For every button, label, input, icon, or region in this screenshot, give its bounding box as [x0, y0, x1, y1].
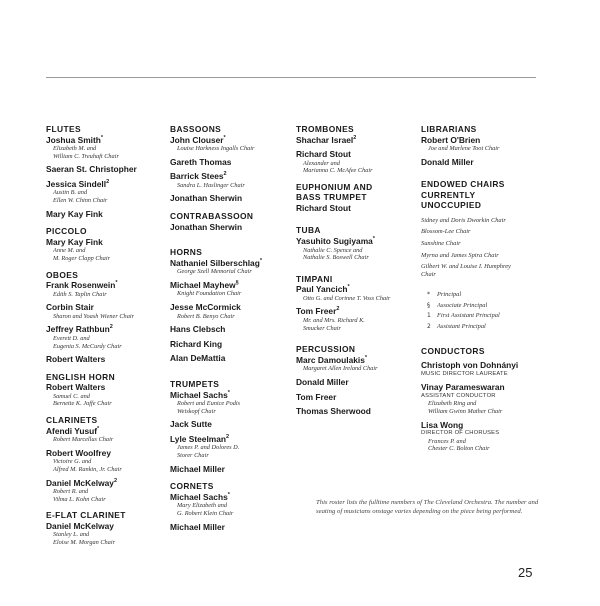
musician-name: Yasuhito Sugiyama*	[296, 235, 375, 246]
two-symbol: 2	[427, 322, 431, 330]
chair-dedication: Robert B. Benyo Chair	[177, 312, 235, 320]
section-heading-unoccupied: UNOCCUPIED	[421, 200, 482, 211]
musician-name: Donald Miller	[296, 376, 349, 387]
musician-name: Jeffrey Rathbun$^2$	[46, 324, 113, 335]
chair-dedication: James P. and Dolores D.	[177, 444, 240, 452]
section-heading-piccolo: PICCOLO	[46, 226, 87, 237]
one-symbol: 1	[427, 312, 431, 320]
musician-name: Jessica Sindell$^2$	[46, 178, 110, 189]
legend-associate-principal: § Associate Principal	[427, 301, 551, 311]
chair-dedication: Elizabeth M. and	[53, 145, 97, 153]
legend-first-assistant: 1 First Assistant Principal	[427, 311, 551, 321]
chair-dedication: Eugenia S. McCurdy Chair	[53, 342, 122, 350]
musician-name: Hans Clebsch	[170, 324, 226, 335]
section-heading-eflat-clarinet: E-FLAT CLARINET	[46, 510, 126, 521]
section-heading-trombones: TROMBONES	[296, 124, 355, 134]
chair-dedication: Knight Foundation Chair	[177, 290, 242, 298]
conductor-name: Vinay Parameswaran	[421, 382, 505, 393]
legend-principal: * Principal	[427, 290, 551, 300]
musician-name: Michael Miller	[170, 521, 225, 532]
chair-dedication: G. Robert Klein Chair	[177, 509, 234, 517]
chair-dedication: Marianna C. McAfee Chair	[303, 167, 373, 175]
section-heading-trumpets: TRUMPETS	[170, 379, 220, 389]
chair-dedication: Victoire G. and	[53, 458, 92, 466]
section-heading-clarinets: CLARINETS	[46, 415, 98, 426]
asterisk-symbol: *	[427, 291, 430, 299]
chair-dedication: Samuel C. and	[53, 392, 90, 400]
chair-dedication: Elizabeth Ring and	[428, 400, 477, 408]
legend-assistant: 2 Assistant Principal	[427, 322, 551, 332]
musician-name: Marc Damoulakis*	[296, 354, 368, 365]
symbol-legend	[421, 290, 551, 332]
musician-name: Robert Woolfrey	[46, 447, 111, 458]
chair-dedication: Bernette K. Jaffe Chair	[53, 400, 112, 408]
chair-dedication: Joe and Marlene Toot Chair	[428, 145, 500, 153]
roster-column-bassoons-brass	[170, 124, 292, 532]
musician-name: Mary Kay Fink	[46, 236, 103, 247]
section-heading-tuba: TUBA	[296, 225, 321, 236]
chair-dedication: Edith S. Taplin Chair	[53, 290, 107, 298]
musician-name: Paul Yancich*	[296, 284, 350, 295]
chair-dedication: Weiskopf Chair	[177, 407, 216, 415]
chair-dedication: George Szell Memorial Chair	[177, 268, 252, 276]
musician-name: Richard Stout	[296, 202, 351, 213]
chair-dedication: Robert Marcellus Chair	[53, 436, 114, 444]
roster-column-staff-conductors	[421, 124, 551, 453]
musician-name: Gareth Thomas	[170, 156, 232, 167]
chair-dedication: Smucker Chair	[303, 324, 341, 332]
section-heading-endowed-chairs: ENDOWED CHAIRS	[421, 179, 505, 190]
musician-name: Richard Stout	[296, 149, 351, 160]
roster-column-woodwinds	[46, 124, 164, 547]
section-heading-horns: HORNS	[170, 247, 203, 258]
musician-name: Michael Mayhew§	[170, 279, 239, 290]
chair-dedication: Mr. and Mrs. Richard K.	[303, 317, 365, 325]
musician-name: Jesse McCormick	[170, 302, 241, 313]
musician-name: Richard King	[170, 338, 223, 349]
roster-footnote: This roster lists the fulltime members of The Cleveland Orchestra. The number and seating of musicians onstage varies depending on the piece being performed.	[316, 499, 539, 515]
section-heading-bass-trumpet: BASS TRUMPET	[296, 192, 367, 203]
chair-dedication: Chester C. Bolton Chair	[428, 445, 490, 453]
section-heading-flutes: FLUTES	[46, 124, 81, 134]
chair-dedication: Robert R. and	[53, 488, 89, 496]
conductor-title: MUSIC DIRECTOR LAUREATE	[421, 371, 508, 378]
musician-name: Jack Sutte	[170, 419, 212, 430]
chair-dedication: Otto G. and Corinne T. Voss Chair	[303, 294, 391, 302]
section-heading-euphonium: EUPHONIUM AND	[296, 181, 373, 192]
chair-dedication: Austin B. and	[53, 189, 88, 197]
endowed-chair-item: Gilbert W. and Louise I. Humphrey Chair	[421, 263, 511, 278]
musician-name: Michael Sachs*	[170, 389, 230, 400]
chair-dedication: Nathalie S. Boswell Chair	[303, 254, 369, 262]
chair-dedication: Alexander and	[303, 159, 340, 167]
conductor-title: DIRECTOR OF CHORUSES	[421, 430, 500, 437]
musician-name: Jonathan Sherwin	[170, 221, 243, 232]
musician-name: John Clouser*	[170, 134, 226, 145]
chair-dedication: Alfred M. Rankin, Jr. Chair	[53, 465, 122, 473]
conductor-title: ASSISTANT CONDUCTOR	[421, 393, 496, 400]
endowed-chair-item: Sidney and Doris Dworkin Chair	[421, 216, 506, 224]
chair-dedication: M. Roger Clapp Chair	[53, 254, 111, 262]
page-number: 25	[518, 565, 533, 580]
musician-name: Donald Miller	[421, 156, 474, 167]
chair-dedication: Louise Harkness Ingalls Chair	[177, 145, 255, 153]
chair-dedication: William Gwinn Mather Chair	[428, 408, 503, 416]
section-heading-librarians: LIBRARIANS	[421, 124, 477, 134]
musician-name: Tom Freer	[296, 391, 337, 402]
conductor-name: Lisa Wong	[421, 419, 464, 430]
musician-name: Daniel McKelway$^2$	[46, 477, 118, 488]
chair-dedication: Sandra L. Haslinger Chair	[177, 181, 245, 189]
musician-name: Corbin Stair	[46, 302, 94, 313]
chair-dedication: Storer Chair	[177, 452, 209, 460]
endowed-chair-item: Myrna and James Spira Chair	[421, 251, 499, 259]
chair-dedication: Anne M. and	[53, 247, 86, 255]
chair-dedication: Everett D. and	[53, 335, 90, 342]
musician-name: Barrick Stees$^2$	[170, 171, 227, 182]
section-heading-currently: CURRENTLY	[421, 189, 476, 200]
section-heading-oboes: OBOES	[46, 269, 79, 280]
musician-name: Joshua Smith*	[46, 134, 104, 145]
conductor-name: Christoph von Dohnányi	[421, 360, 519, 371]
musician-name: Tom Freer$^2$	[296, 306, 340, 317]
endowed-chair-item: Blossom-Lee Chair	[421, 228, 471, 236]
chair-dedication: Mary Elizabeth and	[177, 502, 228, 510]
musician-name: Alan DeMattia	[170, 353, 226, 364]
section-heading-conductors: CONDUCTORS	[421, 345, 485, 356]
musician-name: Shachar Israel$^2$	[296, 134, 357, 145]
musician-name: Robert O'Brien	[421, 134, 481, 145]
chair-dedication: Nathalie C. Spence and	[303, 246, 363, 254]
endowed-chair-item: Sunshine Chair	[421, 239, 461, 247]
musician-name: Michael Miller	[170, 463, 225, 474]
musician-name: Daniel McKelway	[46, 520, 114, 531]
section-heading-bassoons: BASSOONS	[170, 124, 222, 134]
musician-name: Michael Sachs*	[170, 491, 230, 502]
chair-dedication: Eloise M. Morgan Chair	[53, 539, 116, 546]
musician-name: Lyle Steelman$^2$	[170, 433, 230, 444]
chair-dedication: Margaret Allen Ireland Chair	[303, 365, 378, 373]
musician-name: Robert Walters	[46, 354, 106, 365]
section-heading-english-horn: ENGLISH HORN	[46, 371, 116, 382]
header-rule	[46, 77, 536, 78]
musician-name: Saeran St. Christopher	[46, 164, 137, 175]
section-heading-contrabassoon: CONTRABASSOON	[170, 211, 254, 222]
chair-dedication: Sharon and Yoash Wiener Chair	[53, 312, 135, 320]
chair-dedication: Vilma L. Kohn Chair	[53, 495, 106, 503]
musician-name: Jonathan Sherwin	[170, 193, 243, 204]
musician-name: Afendi Yusuf*	[46, 425, 100, 436]
chair-dedication: Robert and Eunice Podis	[177, 400, 241, 408]
musician-name: Robert Walters	[46, 382, 106, 393]
musician-name: Frank Rosenwein*	[46, 280, 118, 291]
chair-dedication: Ellen W. Chinn Chair	[53, 197, 108, 205]
musician-name: Mary Kay Fink	[46, 208, 103, 219]
roster-column-low-brass-percussion	[296, 124, 416, 417]
musician-name: Nathaniel Silberschlag*	[170, 257, 262, 268]
section-symbol: §	[427, 301, 430, 309]
chair-dedication: Stanley L. and	[53, 531, 90, 539]
musician-name: Thomas Sherwood	[296, 406, 371, 417]
section-heading-cornets: CORNETS	[170, 481, 214, 492]
chair-dedication: Frances P. and	[428, 437, 466, 445]
section-heading-timpani: TIMPANI	[296, 273, 333, 284]
section-heading-percussion: PERCUSSION	[296, 344, 356, 355]
chair-dedication: William C. Treuhaft Chair	[53, 152, 119, 160]
